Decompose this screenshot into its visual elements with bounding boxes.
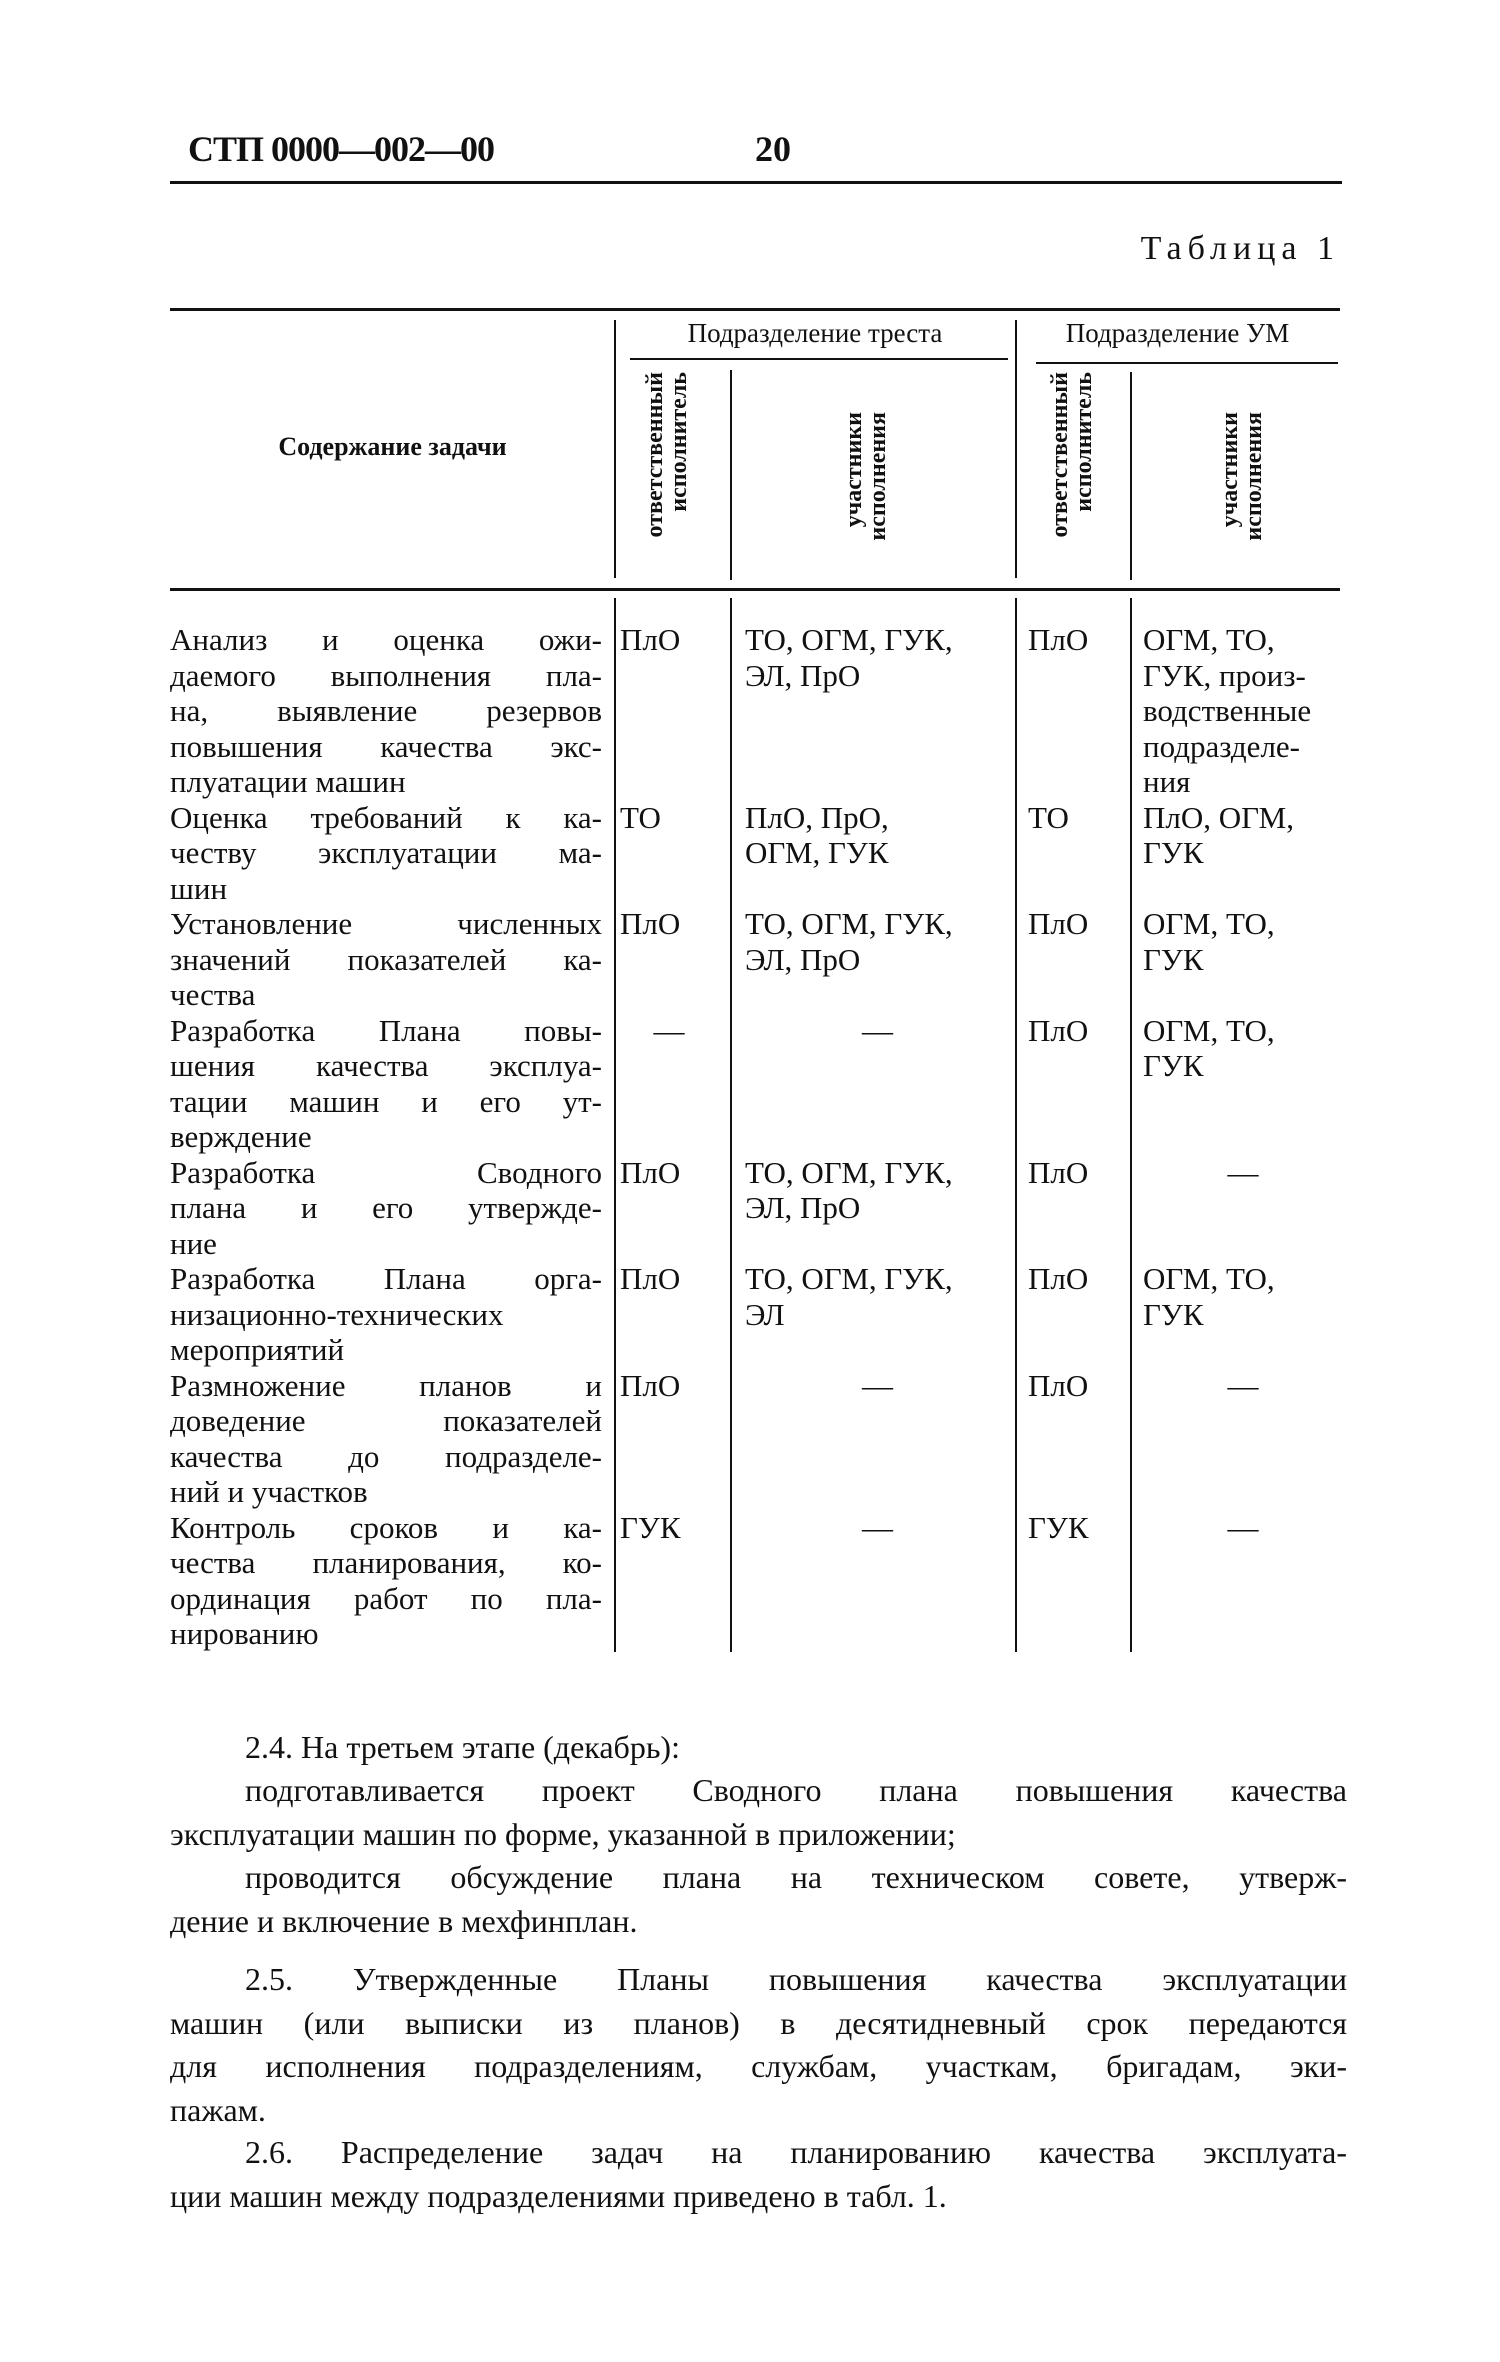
cell-line: — bbox=[1227, 1367, 1259, 1403]
task-column-header: Содержание задачи bbox=[278, 432, 507, 461]
paragraph bbox=[170, 1856, 1347, 1943]
paragraph-line: проводится обсуждение плана на техническом совете, утверж- bbox=[245, 1859, 1347, 1895]
column-divider bbox=[1015, 320, 1017, 578]
paragraph-line: пажам. bbox=[170, 2091, 266, 2128]
cell-line: на, выявление резервов bbox=[170, 693, 602, 728]
cell-line: ПлО bbox=[1028, 1012, 1089, 1048]
cell-line: ГУК bbox=[1143, 1048, 1204, 1083]
um-participants-cell bbox=[1143, 622, 1343, 800]
um-responsible-cell bbox=[1028, 622, 1133, 800]
table-row bbox=[170, 622, 1350, 800]
paragraph bbox=[170, 1769, 1347, 1856]
um-participants-cell bbox=[1143, 1368, 1343, 1510]
cell-line: ТО, ОГМ, ГУК, bbox=[745, 622, 953, 657]
trust-participants-cell bbox=[745, 1510, 1010, 1652]
cell-line: Разработка Сводного bbox=[170, 1154, 602, 1190]
cell-line: — bbox=[862, 1367, 893, 1403]
document-code: СТП 0000—002—00 bbox=[188, 129, 495, 169]
cell-line: ОГМ, ТО, bbox=[1143, 1261, 1275, 1296]
cell-line: ния bbox=[1143, 764, 1191, 799]
um-participants-cell bbox=[1143, 1261, 1343, 1368]
cell-line: — bbox=[862, 1012, 893, 1048]
cell-line: ПлО bbox=[620, 906, 681, 941]
paragraph-line: 2.4. На третьем этапе (декабрь): bbox=[245, 1729, 680, 1765]
column-divider bbox=[1130, 372, 1132, 580]
cell-line: водственные bbox=[1143, 693, 1312, 728]
subheader-um-participants: участники исполнения bbox=[1217, 412, 1267, 541]
cell-line: чества планирования, ко- bbox=[170, 1545, 602, 1580]
cell-line: ТО, ОГМ, ГУК, bbox=[745, 1154, 953, 1190]
paragraph bbox=[170, 1958, 1347, 2132]
group-rule-trust bbox=[630, 358, 1008, 360]
trust-responsible-cell bbox=[620, 1510, 718, 1652]
cell-line: — bbox=[862, 1509, 893, 1545]
cell-line: ТО bbox=[620, 799, 661, 835]
paragraph bbox=[170, 2131, 1347, 2218]
cell-line: мероприятий bbox=[170, 1332, 345, 1367]
cell-line: ПлО, ОГМ, bbox=[1143, 799, 1294, 835]
cell-line: ЭЛ, ПрО bbox=[745, 941, 861, 977]
cell-line: ГУК bbox=[1143, 941, 1204, 977]
table-header-rule bbox=[170, 588, 1340, 591]
table-row bbox=[170, 1261, 1350, 1368]
table-caption: Таблица 1 bbox=[1140, 230, 1340, 267]
paragraph bbox=[170, 1726, 1347, 1770]
cell-line: шин bbox=[170, 870, 228, 906]
um-responsible-cell bbox=[1028, 1261, 1133, 1368]
um-responsible-cell bbox=[1028, 1510, 1133, 1652]
cell-line: ОГМ, ТО, bbox=[1143, 1012, 1275, 1048]
cell-line: Разработка Плана повы- bbox=[170, 1012, 602, 1048]
cell-line: Размножение планов и bbox=[170, 1367, 602, 1403]
paragraph-line: эксплуатации машин по форме, указанной в приложении; bbox=[170, 1815, 956, 1852]
table-row bbox=[170, 906, 1350, 1013]
cell-line: ГУК bbox=[1143, 835, 1204, 870]
um-responsible-cell bbox=[1028, 1368, 1133, 1510]
cell-line: ОГМ, ТО, bbox=[1143, 906, 1275, 941]
subheader-trust-participants: участники исполнения bbox=[841, 412, 891, 541]
task-cell bbox=[170, 1510, 602, 1652]
cell-line: плуатации машин bbox=[170, 764, 406, 799]
trust-participants-cell bbox=[745, 1155, 1010, 1262]
task-cell bbox=[170, 1155, 602, 1262]
trust-responsible-cell bbox=[620, 1155, 718, 1262]
cell-line: ПлО bbox=[1028, 906, 1089, 941]
um-participants-cell bbox=[1143, 1013, 1343, 1155]
group-rule-um bbox=[1036, 362, 1338, 364]
cell-line: ТО, ОГМ, ГУК, bbox=[745, 906, 953, 941]
cell-line: ГУК bbox=[620, 1509, 681, 1545]
task-cell bbox=[170, 1368, 602, 1510]
cell-line: подразделе- bbox=[1143, 728, 1300, 764]
cell-line: ПлО bbox=[1028, 1367, 1089, 1403]
um-participants-cell bbox=[1143, 800, 1343, 907]
paragraph-line: ции машин между подразделениями приведено в табл. 1. bbox=[170, 2177, 947, 2214]
cell-line: ПлО bbox=[620, 622, 681, 657]
cell-line: ТО bbox=[1028, 799, 1069, 835]
cell-line: качества до подразделе- bbox=[170, 1438, 602, 1474]
column-divider bbox=[614, 320, 616, 578]
trust-responsible-cell bbox=[620, 1261, 718, 1368]
trust-participants-cell bbox=[745, 1013, 1010, 1155]
task-cell bbox=[170, 1261, 602, 1368]
trust-responsible-cell bbox=[620, 622, 718, 800]
cell-line: Контроль сроков и ка- bbox=[170, 1509, 602, 1545]
cell-line: ОГМ, ТО, bbox=[1143, 622, 1275, 657]
um-participants-cell bbox=[1143, 1510, 1343, 1652]
um-responsible-cell bbox=[1028, 800, 1133, 907]
cell-line: ПлО bbox=[1028, 622, 1089, 657]
cell-line: ПлО bbox=[620, 1154, 681, 1190]
cell-line: ПлО bbox=[620, 1261, 681, 1296]
group-header-trust: Подразделение треста bbox=[687, 318, 943, 348]
cell-line: ГУК bbox=[1143, 1296, 1204, 1332]
um-responsible-cell bbox=[1028, 906, 1133, 1013]
cell-line: ний и участков bbox=[170, 1474, 368, 1509]
cell-line: верждение bbox=[170, 1119, 312, 1154]
cell-line: даемого выполнения пла- bbox=[170, 657, 602, 693]
um-responsible-cell bbox=[1028, 1013, 1133, 1155]
table-row bbox=[170, 1368, 1350, 1510]
trust-participants-cell bbox=[745, 622, 1010, 800]
cell-line: — bbox=[1227, 1154, 1259, 1190]
cell-line: ЭЛ, ПрО bbox=[745, 657, 861, 693]
cell-line: низационно-технических bbox=[170, 1296, 504, 1332]
column-divider bbox=[730, 370, 732, 580]
cell-line: ПлО bbox=[620, 1367, 681, 1403]
cell-line: Анализ и оценка ожи- bbox=[170, 622, 602, 657]
cell-line: ЭЛ bbox=[745, 1296, 785, 1332]
um-participants-cell bbox=[1143, 1155, 1343, 1262]
cell-line: ПлО bbox=[1028, 1154, 1089, 1190]
cell-line: Разработка Плана орга- bbox=[170, 1261, 602, 1296]
cell-line: ПлО bbox=[1028, 1261, 1089, 1296]
cell-line: ние bbox=[170, 1225, 217, 1261]
table-body bbox=[170, 622, 1350, 1652]
header-rule bbox=[170, 181, 1342, 184]
trust-participants-cell bbox=[745, 1368, 1010, 1510]
cell-line: ПлО, ПрО, bbox=[745, 799, 889, 835]
cell-line: значений показателей ка- bbox=[170, 941, 602, 977]
cell-line: доведение показателей bbox=[170, 1403, 602, 1438]
page-number: 20 bbox=[755, 129, 791, 169]
cell-line: нированию bbox=[170, 1616, 319, 1651]
subheader-um-responsible: ответственный исполнитель bbox=[1047, 372, 1097, 538]
cell-line: ординация работ по пла- bbox=[170, 1580, 602, 1616]
table-row bbox=[170, 800, 1350, 907]
cell-line: Установление численных bbox=[170, 906, 602, 941]
paragraph-line: для исполнения подразделениям, службам, участкам, бригадам, эки- bbox=[170, 2048, 1347, 2084]
cell-line: ЭЛ, ПрО bbox=[745, 1190, 861, 1225]
task-cell bbox=[170, 1013, 602, 1155]
trust-participants-cell bbox=[745, 906, 1010, 1013]
um-participants-cell bbox=[1143, 906, 1343, 1013]
cell-line: честву эксплуатации ма- bbox=[170, 835, 602, 870]
trust-participants-cell bbox=[745, 800, 1010, 907]
trust-responsible-cell bbox=[620, 800, 718, 907]
cell-line: повышения качества экс- bbox=[170, 728, 602, 764]
subheader-trust-responsible: ответственный исполнитель bbox=[642, 372, 692, 538]
task-cell bbox=[170, 800, 602, 907]
group-header-um: Подразделение УМ bbox=[1065, 318, 1290, 348]
task-cell bbox=[170, 906, 602, 1013]
cell-line: — bbox=[1227, 1509, 1259, 1545]
cell-line: тации машин и его ут- bbox=[170, 1083, 602, 1119]
cell-line: плана и его утвержде- bbox=[170, 1190, 602, 1225]
paragraph-line: подготавливается проект Сводного плана повышения качества bbox=[245, 1772, 1347, 1808]
trust-participants-cell bbox=[745, 1261, 1010, 1368]
task-cell bbox=[170, 622, 602, 800]
trust-responsible-cell bbox=[620, 906, 718, 1013]
cell-line: Оценка требований к ка- bbox=[170, 799, 602, 835]
cell-line: ОГМ, ГУК bbox=[745, 835, 889, 870]
paragraph-line: 2.6. Распределение задач на планированию качества эксплуата- bbox=[245, 2134, 1347, 2170]
table-top-rule bbox=[170, 308, 1340, 311]
trust-responsible-cell bbox=[620, 1013, 718, 1155]
paragraph-line: дение и включение в мехфинплан. bbox=[170, 1902, 638, 1939]
table-row bbox=[170, 1013, 1350, 1155]
cell-line: шения качества эксплуа- bbox=[170, 1048, 602, 1083]
um-responsible-cell bbox=[1028, 1155, 1133, 1262]
cell-line: чества bbox=[170, 977, 256, 1012]
trust-responsible-cell bbox=[620, 1368, 718, 1510]
cell-line: ГУК, произ- bbox=[1143, 657, 1306, 693]
cell-line: — bbox=[653, 1012, 685, 1048]
paragraph-line: машин (или выписки из планов) в десятидневный срок передаются bbox=[170, 2004, 1347, 2041]
cell-line: ТО, ОГМ, ГУК, bbox=[745, 1261, 953, 1296]
cell-line: ГУК bbox=[1028, 1509, 1089, 1545]
table-row bbox=[170, 1510, 1350, 1652]
paragraph-line: 2.5. Утвержденные Планы повышения качества эксплуатации bbox=[245, 1961, 1347, 1997]
table-row bbox=[170, 1155, 1350, 1262]
